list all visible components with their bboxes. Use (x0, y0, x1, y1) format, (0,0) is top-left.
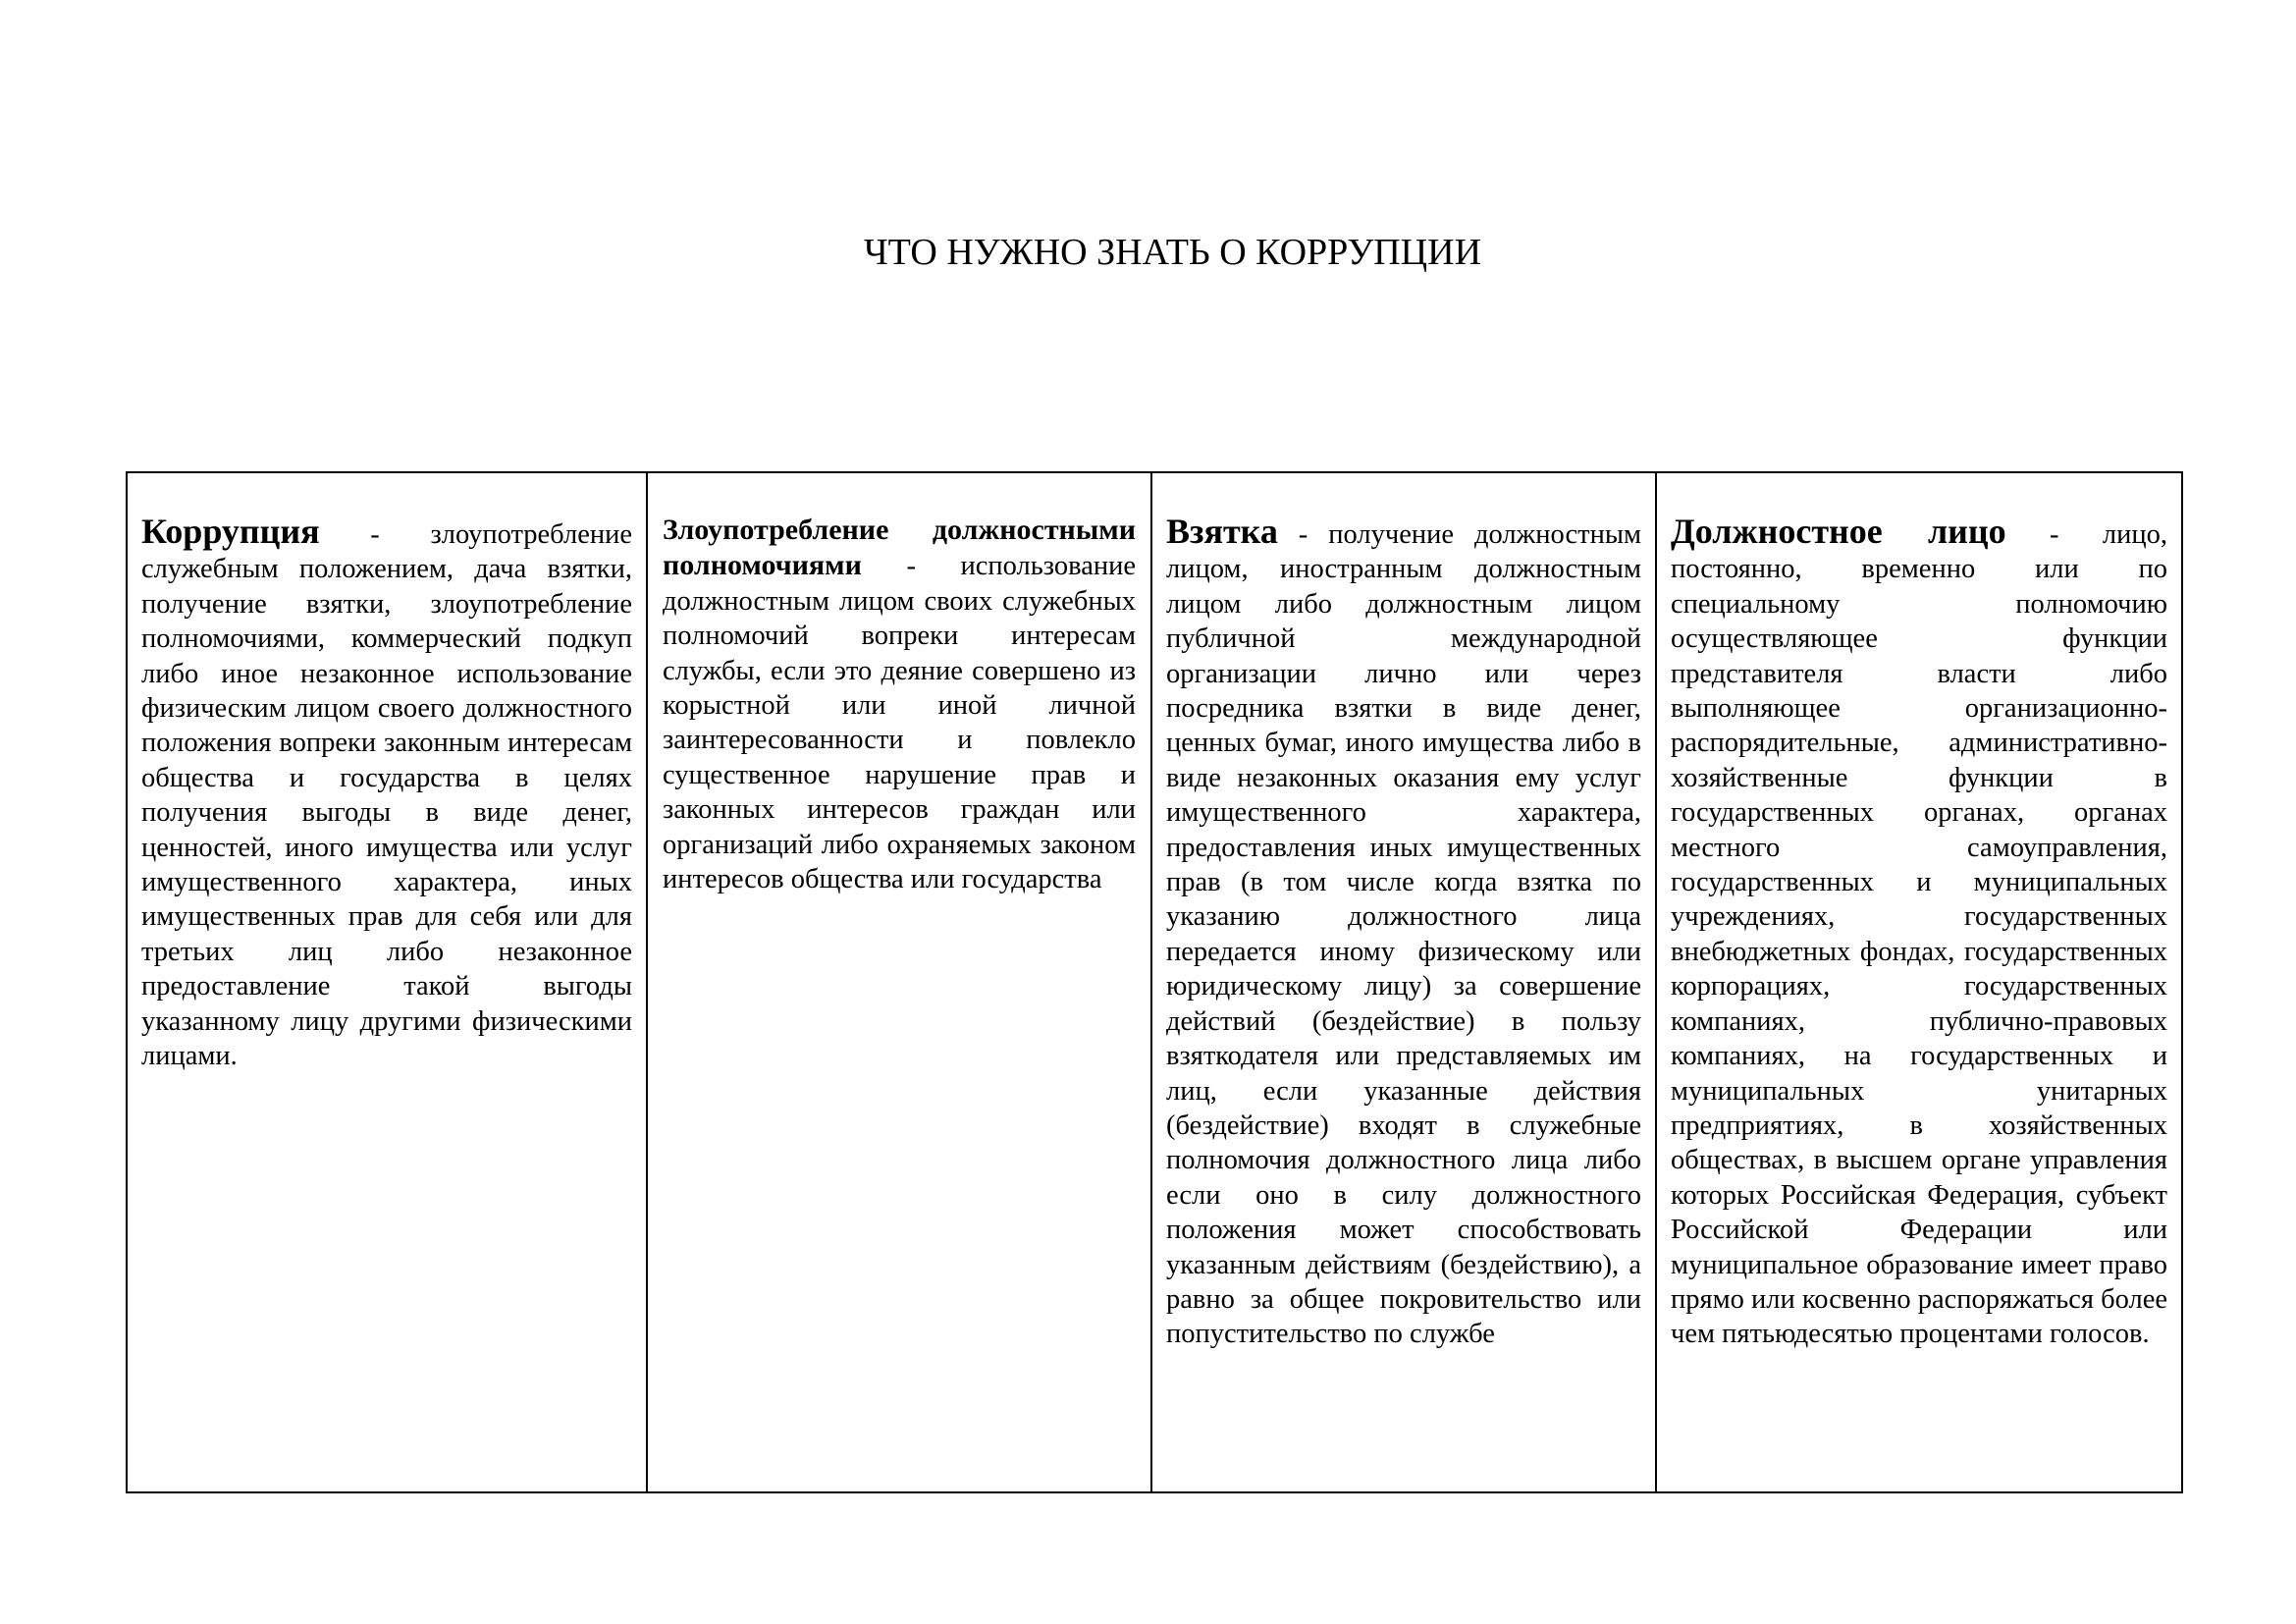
definition-cell-bribe (1151, 472, 1656, 1492)
definitions-table (126, 471, 2183, 1493)
page-title: ЧТО НУЖНО ЗНАТЬ О КОРРУПЦИИ (863, 232, 1482, 273)
term-bribe: Взятка (1166, 512, 1278, 551)
term-corruption: Коррупция (141, 512, 320, 551)
definition-text (141, 514, 632, 1074)
definition-cell-official (1656, 472, 2182, 1492)
definition-abuse-of-power: - использование должностным лицом своих служебных полномочий вопреки интересам службы, если это деяние совершено из корыстной или иной личной заинтересованности и повлекло существенное нарушение прав и законных интересов граждан или организаций либо охраняемых законом интересов общества или государства (663, 551, 1136, 895)
definition-bribe: - получение должностным лицом, иностранным должностным лицом либо должностным лицом публичной международной организации лично или через посредника взятки в виде денег, ценных бумаг, иного имущества либо в виде незаконных оказания ему услуг имущественного характера, предоставления иных имущественных прав (в том числе когда взятка по указанию должностного лица передается иному физическому или юридическому лицу) за совершение действий (бездействие) в пользу взяткодателя или представляемых им лиц, если указанные действия (бездействие) входят в служебные полномочия должностного лица либо если оно в силу должностного положения может способствовать указанным действиям (бездействию), а равно за общее покровительство или попустительство по службе (1166, 519, 1641, 1350)
definition-text (1671, 514, 2167, 1352)
definition-corruption: - злоупотребление служебным положением, дача взятки, получение взятки, злоупотребление полномочиями, коммерческий подкуп либо иное незаконное использование физическим лицом своего должностного положения вопреки законным интересам общества и государства в целях получения выгоды в виде денег, ценностей, иного имущества или услуг имущественного характера, иных имущественных прав для себя или для третьих лиц либо незаконное предоставление такой выгоды указанному лицу другими физическими лицами. (141, 519, 632, 1072)
definition-cell-abuse-of-power (647, 472, 1151, 1492)
term-official: Должностное лицо (1671, 512, 2006, 551)
table-row (127, 472, 2182, 1492)
term-abuse-of-power: Злоупотребление должностными полномочиями (663, 514, 1136, 582)
definition-text (663, 513, 1136, 896)
definition-text (1166, 514, 1641, 1352)
definition-cell-corruption (127, 472, 647, 1492)
definition-official: - лицо, постоянно, временно или по специальному полномочию осуществляющее функции представителя власти либо выполняющее организационно-распорядительные, административно-хозяйственные функции в государственных органах, органах местного самоуправления, государственных и муниципальных учреждениях, государственных внебюджетных фондах, государственных корпорациях, государственных компаниях, публично-правовых компаниях, на государственных и муниципальных унитарных предприятиях, в хозяйственных обществах, в высшем органе управления которых Российская Федерация, субъект Российской Федерации или муниципальное образование имеет право прямо или косвенно распоряжаться более чем пятьюдесятью процентами голосов. (1671, 519, 2167, 1350)
